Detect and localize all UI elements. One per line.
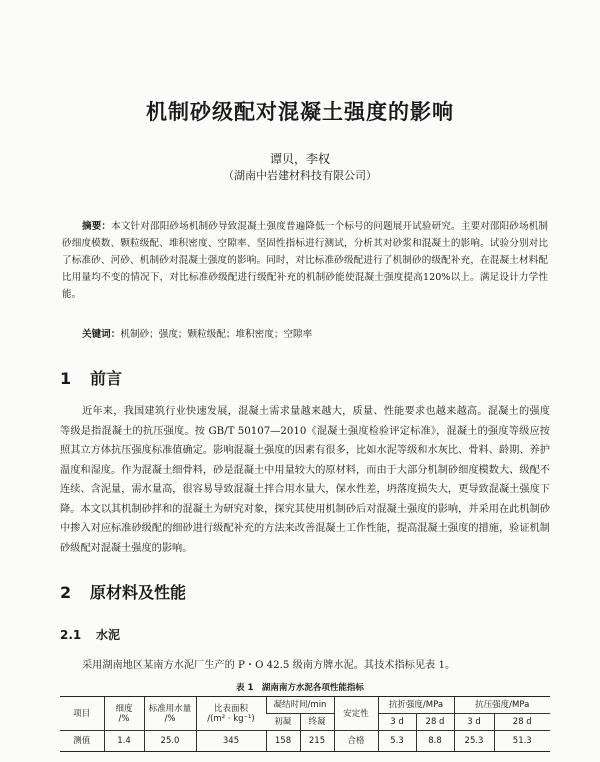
section-number: 2 xyxy=(60,583,72,602)
table-cell: 5.3 xyxy=(378,731,416,752)
abstract-text: 本文针对邵阳砂场机制砂导致混凝土强度普遍降低一个标号的问题展开试验研究。主要对邵阳砂场机制砂细度模数、颗粒级配、堆积密度、空隙率、坚固性指标进行测试，分析其对砂浆和混凝土的影响。试验分别对比了标准砂、河砂、机制砂对混凝土强度的影响。同时，对比标准砂级配进行了机制砂的级配补充，在混凝土材料配比用量均不变的情况下，对比标准砂级配进行级配补充的机制砂能使混凝土强度提高120%以上。满足设计力学性能。 xyxy=(62,221,549,300)
subsection-title: 水泥 xyxy=(96,628,121,642)
header-water: 标准用水量 /% xyxy=(144,697,196,731)
introduction-paragraph: 近年来，我国建筑行业快速发展，混凝土需求量越来越大，质量、性能要求也越来越高。混凝土的强度等级是指混凝土的抗压强度。按 GB/T 50107—2010《混凝土强度检验评定标准》，混凝土的强度等级应按照其立方体抗压强度标准值确定。影响混凝土强度的因素有很多，比如水泥等级和水灰比、骨料、龄期、养护温度和湿度。作为混凝土细骨料，砂是混凝土中用量较大的原材料，而由于大部分机制砂细度模数大、级配不连续、含泥量，需水量高，很容易导致混凝土拌合用水量大，保水性差，坍落度损失大，更导致混凝土强度下降。本文以其机制砂拌和的混凝土为研究对象，探究其使用机制砂后对混凝土强度的影响，并采用在此机制砂中掺入对应标准砂级配的细砂进行级配补充的方法来改善混凝土工作性能，提高混凝土强度的措施，验证机制砂级配对混凝土强度的影响。 xyxy=(60,406,550,554)
header-flexural: 抗折强度/MPa xyxy=(378,697,454,714)
header-compressive: 抗压强度/MPa xyxy=(454,697,550,714)
table-cell: 25.3 xyxy=(454,731,494,752)
table-cell: 215 xyxy=(300,731,334,752)
keywords xyxy=(82,326,548,340)
table-cell: 8.8 xyxy=(416,731,454,752)
section-number: 1 xyxy=(60,369,72,388)
table-cell: 345 xyxy=(196,731,266,752)
header-stability: 安定性 xyxy=(334,697,378,731)
subsection-number: 2.1 xyxy=(60,628,82,642)
cement-properties-table xyxy=(60,696,550,752)
abstract xyxy=(62,218,548,303)
section-heading-materials xyxy=(60,580,186,603)
abstract-label: 摘要： xyxy=(82,221,112,232)
table-caption: 表 1 湖南南方水泥各项性能指标 xyxy=(236,683,364,693)
section-title: 前言 xyxy=(90,369,123,388)
subsection-heading-cement xyxy=(60,626,120,643)
header-initial: 初凝 xyxy=(266,714,300,731)
table-row xyxy=(60,731,550,752)
header-flex-28d: 28 d xyxy=(416,714,454,731)
header-fineness: 细度 /% xyxy=(104,697,144,731)
cement-paragraph: 采用湖南地区某南方水泥厂生产的 P・O 42.5 级南方牌水泥。其技术指标见表 1。 xyxy=(82,660,456,671)
table-cell: 25.0 xyxy=(144,731,196,752)
header-item: 项目 xyxy=(60,697,104,731)
header-surface: 比表面积 /(m² · kg⁻¹) xyxy=(196,697,266,731)
header-flex-3d: 3 d xyxy=(378,714,416,731)
header-comp-28d: 28 d xyxy=(494,714,550,731)
table-header-row xyxy=(60,697,550,714)
table-cell: 合格 xyxy=(334,731,378,752)
paper-title: 机制砂级配对混凝土强度的影响 xyxy=(146,100,454,124)
table-cell: 1.4 xyxy=(104,731,144,752)
authors: 谭贝，李权 xyxy=(269,152,330,166)
header-final: 终凝 xyxy=(300,714,334,731)
keywords-text: 机制砂；强度；颗粒级配；堆积密度；空隙率 xyxy=(120,329,313,340)
header-comp-3d: 3 d xyxy=(454,714,494,731)
section-title: 原材料及性能 xyxy=(90,583,187,602)
keywords-label: 关键词： xyxy=(82,329,121,340)
header-setting: 凝结时间/min xyxy=(266,697,334,714)
table-cell: 158 xyxy=(266,731,300,752)
row-label: 测值 xyxy=(60,731,104,752)
table-cell: 51.3 xyxy=(494,731,550,752)
affiliation: （湖南中岩建材科技有限公司） xyxy=(223,169,377,182)
section-heading-introduction xyxy=(60,366,122,389)
